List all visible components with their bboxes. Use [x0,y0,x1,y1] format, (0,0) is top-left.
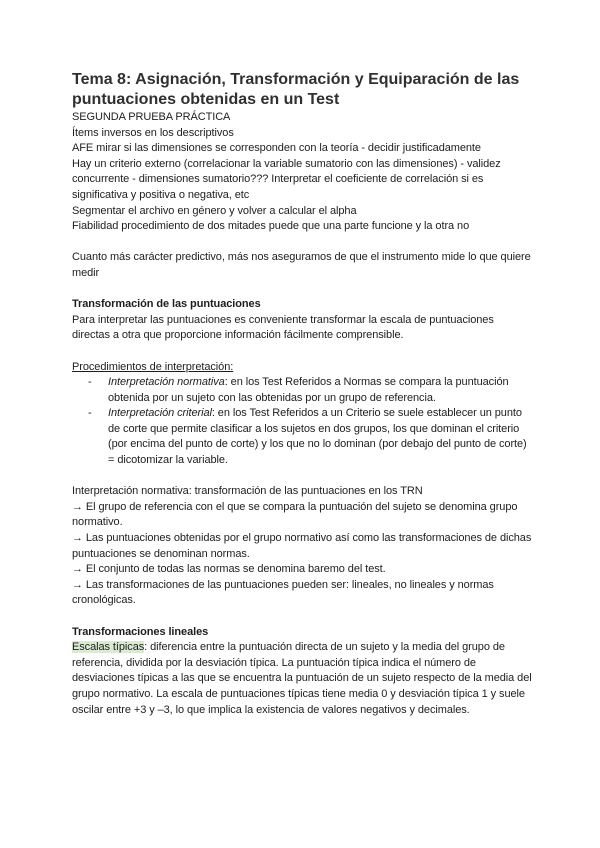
spacer [72,344,532,360]
spacer [72,469,532,485]
note-line: Fiabilidad procedimiento de dos mitades puede que una parte funcione y la otra no [72,220,470,233]
spacer [72,235,532,251]
spacer [72,609,532,625]
procedure-text: : en los Test Referidos a Normas se compara la puntuación obtenida por un sujeto con las obtenidas por un grupo de referencia. [108,376,509,404]
spacer [72,282,532,298]
predictive-note: Cuanto más carácter predictivo, más nos aseguramos de que el instrumento mide lo que quiere medir [72,251,531,279]
normative-point: → El grupo de referencia con el que se compara la puntuación del sujeto se denomina grupo normativo. [72,500,518,529]
normative-point: → Las puntuaciones obtenidas por el grupo normativo así como las transformaciones de dichas puntuaciones se denominan normas. [72,532,532,560]
note-line: Segmentar el archivo en género y volver a calcular el alpha [72,204,357,217]
section-heading-transformation: Transformación de las puntuaciones [72,298,261,311]
procedure-text: : en los Test Referidos a un Criterio se suele establecer un punto de corte que permite clasificar a los sujetos en dos grupos, los que dominan el criterio (por encima del punto de corte) y los que no lo dominan (por debajo del punto de corte) = dicotomizar la variable. [108,407,527,467]
document-page [72,70,532,718]
procedure-term: Interpretación normativa [108,376,225,389]
normative-intro: Interpretación normativa: transformación de las puntuaciones en los TRN [72,485,423,498]
note-line: Hay un criterio externo (correlacionar la variable sumatorio con las dimensiones) - validez concurrente - dimensiones sumatorio??? Interpretar el coeficiente de correlación si es significativa y positiva o negativa, etc [72,157,501,201]
dash-bullet: - [88,376,92,389]
procedures-heading: Procedimientos de interpretación: [72,360,234,373]
note-line: SEGUNDA PRUEBA PRÁCTICA [72,111,231,123]
section-body-transformation: Para interpretar las puntuaciones es conveniente transformar la escala de puntuaciones directas a otra que proporcione información fácilmente comprensible. [72,313,494,342]
document-title: Tema 8: Asignación, Transformación y Equiparación de las puntuaciones obtenidas en un Test [72,71,520,108]
normative-point: → El conjunto de todas las normas se denomina baremo del test. [72,563,386,576]
highlighted-term: Escalas típicas [72,641,145,654]
note-line: Ítems inversos en los descriptivos [72,126,234,139]
list-item [88,375,532,406]
practice-notes [72,110,532,235]
procedure-term: Interpretación criterial [108,407,212,420]
list-item [88,406,532,468]
section-heading-linear: Transformaciones lineales [72,625,209,638]
normative-point: → Las transformaciones de las puntuaciones pueden ser: lineales, no lineales y normas cronológicas. [72,578,494,607]
definition-text: : diferencia entre la puntuación directa de un sujeto y la media del grupo de referencia, dividida por la desviación típica. La puntuación típica indica el número de desviaciones típicas a las que se encuentra la puntuación de un sujeto respecto de la media del grupo normativo. La escala de puntuaciones típicas tiene media 0 y desviación típica 1 y suele oscilar entre +3 y –3, lo que implica la existencia de valores negativos y decimales. [72,641,532,716]
section-body-linear [72,640,532,718]
dash-bullet: - [88,407,92,420]
note-line: AFE mirar si las dimensiones se corresponden con la teoría - decidir justificadamente [72,142,481,155]
procedures-list [72,375,532,469]
